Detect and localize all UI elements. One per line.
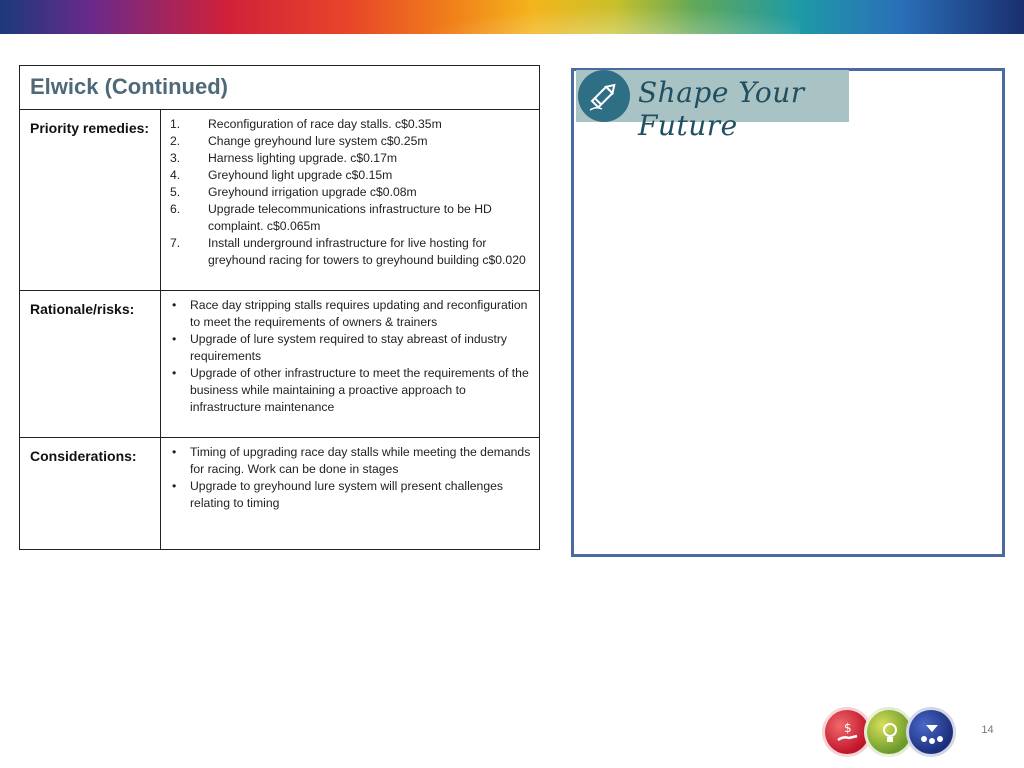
list-item: [170, 133, 538, 150]
rationale-label: Rationale/risks:: [30, 301, 135, 317]
considerations-list: [170, 444, 538, 512]
item-text: Greyhound irrigation upgrade c$0.08m: [208, 185, 417, 199]
item-text: Upgrade of other infrastructure to meet the requirements of the business while maintaining a proactive approach to infrastructure maintenance: [190, 366, 529, 414]
rationale-list: [170, 297, 538, 416]
table-title-row: [20, 66, 539, 110]
item-text: Install underground infrastructure for live hosting for greyhound racing for towers to greyhound building c$0.020: [208, 236, 526, 267]
item-number: 2.: [170, 134, 181, 148]
logo-text: Shape Your Future: [638, 76, 805, 142]
row-rationale: [20, 291, 539, 438]
item-text: Change greyhound lure system c$0.25m: [208, 134, 428, 148]
item-text: Upgrade of lure system required to stay abreast of industry requirements: [190, 332, 508, 363]
item-number: 7.: [170, 236, 181, 250]
item-number: 6.: [170, 202, 181, 216]
svg-text:$: $: [844, 721, 852, 735]
list-item: [170, 235, 538, 269]
slide-title: Elwick (Continued): [30, 74, 228, 99]
priority-list: [170, 116, 538, 269]
list-item: [170, 478, 538, 512]
bullet-icon: •: [172, 445, 177, 459]
row-priority: [20, 110, 539, 291]
list-item: [170, 184, 538, 201]
item-number: 5.: [170, 185, 181, 199]
item-text: Upgrade to greyhound lure system will present challenges relating to timing: [190, 479, 503, 510]
remedies-table: [19, 65, 540, 550]
item-text: Timing of upgrading race day stalls while meeting the demands for racing. Work can be done in stages: [190, 445, 531, 476]
people-network-icon: [906, 707, 956, 757]
item-text: Upgrade telecommunications infrastructure to be HD complaint. c$0.065m: [208, 202, 492, 233]
bullet-icon: •: [172, 298, 177, 312]
top-banner: [0, 0, 1024, 34]
pencil-icon: [578, 70, 630, 122]
footer-icons: [822, 707, 957, 759]
page-number: 14: [981, 724, 994, 736]
list-item: [170, 297, 538, 331]
item-text: Reconfiguration of race day stalls. c$0.35m: [208, 117, 442, 131]
list-item: [170, 331, 538, 365]
list-item: [170, 167, 538, 184]
list-item: [170, 116, 538, 133]
priority-label: Priority remedies:: [30, 120, 150, 136]
item-text: Race day stripping stalls requires updating and reconfiguration to meet the requirements of owners & trainers: [190, 298, 528, 329]
bullet-icon: •: [172, 479, 177, 493]
list-item: [170, 201, 538, 235]
shape-your-future-logo: [576, 70, 849, 142]
list-item: [170, 150, 538, 167]
row-considerations: [20, 438, 539, 549]
list-item: [170, 365, 538, 416]
item-number: 3.: [170, 151, 181, 165]
bullet-icon: •: [172, 366, 177, 380]
list-item: [170, 444, 538, 478]
item-number: 4.: [170, 168, 181, 182]
considerations-label: Considerations:: [30, 448, 137, 464]
item-text: Greyhound light upgrade c$0.15m: [208, 168, 393, 182]
item-number: 1.: [170, 117, 181, 131]
item-text: Harness lighting upgrade. c$0.17m: [208, 151, 398, 165]
bullet-icon: •: [172, 332, 177, 346]
banner-wave: [380, 0, 800, 34]
